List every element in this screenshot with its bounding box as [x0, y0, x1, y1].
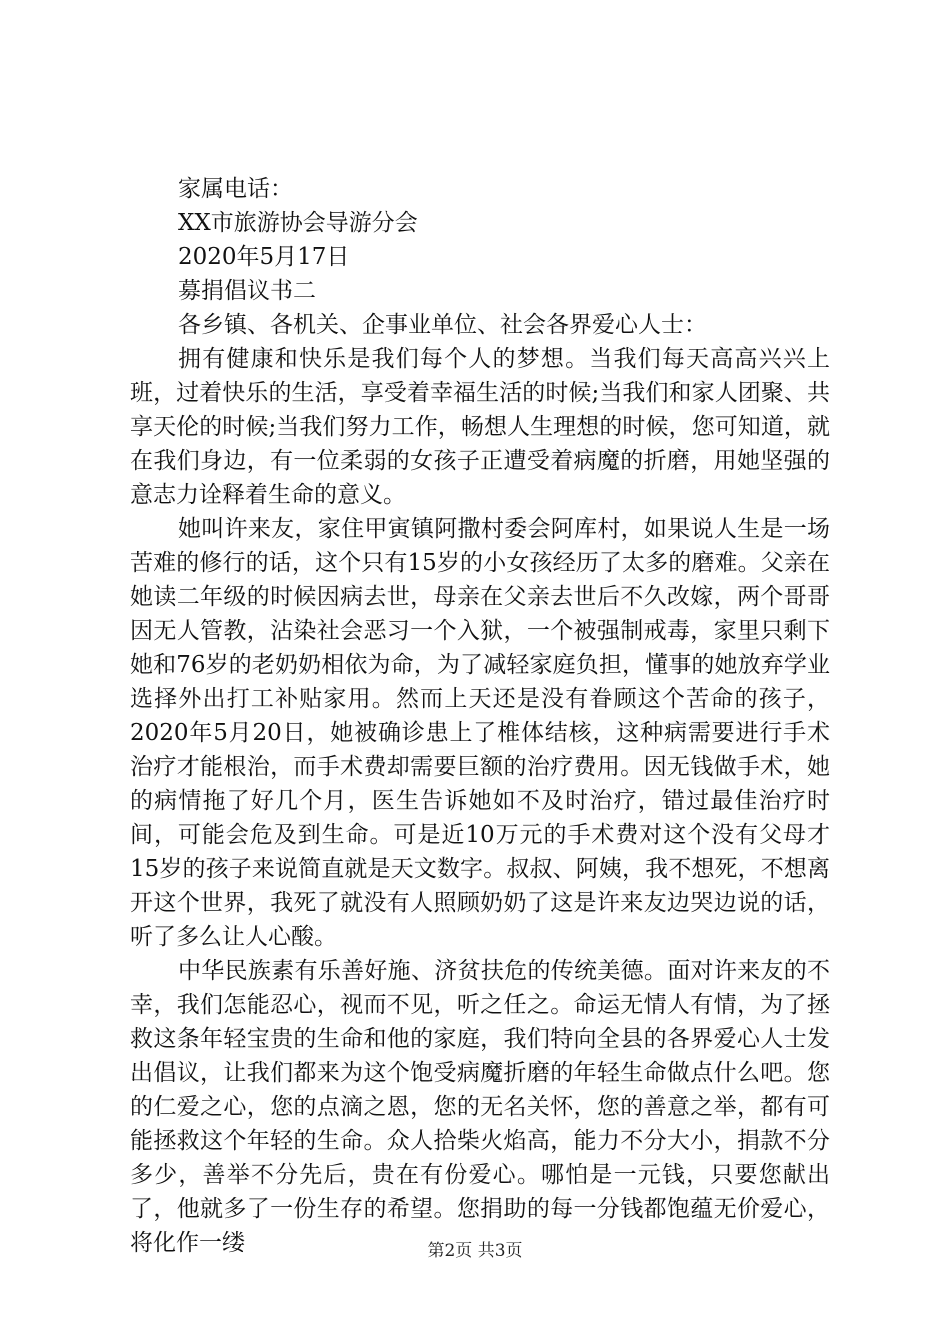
organization-line: XX市旅游协会导游分会: [178, 210, 418, 236]
date-line: 2020年5月17日: [178, 244, 350, 270]
document-title: 募捐倡议书二: [178, 278, 316, 304]
document-body: [130, 172, 830, 1260]
salutation-line: 各乡镇、各机关、企事业单位、社会各界爱心人士：: [178, 312, 707, 338]
paragraph-appeal: 中华民族素有乐善好施、济贫扶危的传统美德。面对许来友的不幸，我们怎能忍心，视而不见，听之任之。命运无情人有情，为了拯救这条年轻宝贵的生命和他的家庭，我们特向全县的各界爱心人士发出倡议，让我们都来为这个饱受病魔折磨的年轻生命做点什么吧。您的仁爱之心，您的点滴之恩，您的无名关怀，您的善意之举，都有可能拯救这个年轻的生命。众人拾柴火焰高，能力不分大小，捐款不分多少，善举不分先后，贵在有份爱心。哪怕是一元钱，只要您献出了，他就多了一份生存的希望。您捐助的每一分钱都饱蕴无价爱心，将化作一缕: [130, 958, 830, 1256]
family-phone-line: 家属电话：: [178, 176, 293, 202]
paragraph-intro: 拥有健康和快乐是我们每个人的梦想。当我们每天高高兴兴上班，过着快乐的生活，享受着幸福生活的时候;当我们和家人团聚、共享天伦的时候;当我们努力工作，畅想人生理想的时候，您可知道，就在我们身边，有一位柔弱的女孩子正遭受着病魔的折磨，用她坚强的意志力诠释着生命的意义。: [130, 346, 830, 508]
page-number-footer: 第2页 共3页: [427, 1241, 523, 1261]
paragraph-story: 她叫许来友，家住甲寅镇阿撒村委会阿库村，如果说人生是一场苦难的修行的话，这个只有15岁的小女孩经历了太多的磨难。父亲在她读二年级的时候因病去世，母亲在父亲去世后不久改嫁，两个哥哥因无人管教，沾染社会恶习一个入狱，一个被强制戒毒，家里只剩下她和76岁的老奶奶相依为命，为了减轻家庭负担，懂事的她放弃学业选择外出打工补贴家用。然而上天还是没有眷顾这个苦命的孩子，2020年5月20日，她被确诊患上了椎体结核，这种病需要进行手术治疗才能根治，而手术费却需要巨额的治疗费用。因无钱做手术，她的病情拖了好几个月，医生告诉她如不及时治疗，错过最佳治疗时间，可能会危及到生命。可是近10万元的手术费对这个没有父母才15岁的孩子来说简直就是天文数字。叔叔、阿姨，我不想死，不想离开这个世界，我死了就没有人照顾奶奶了这是许来友边哭边说的话，听了多么让人心酸。: [130, 516, 830, 950]
